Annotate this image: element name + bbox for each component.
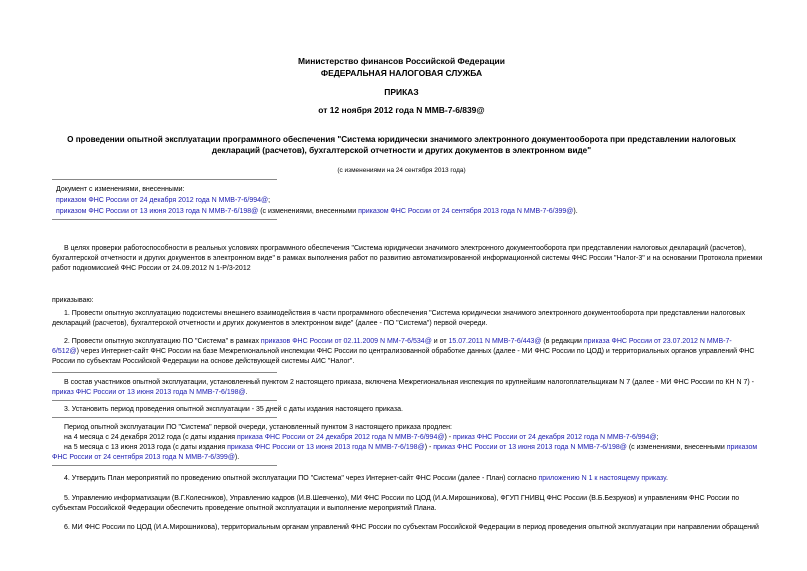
p5-line2: субъектам Российской Федерации обеспечить проведение опытной эксплуатации и выполнение мероприятий Плана. xyxy=(52,505,437,512)
p2-line2: 6/512@) через Интернет-сайт ФНС России на базе Межрегиональной инспекции ФНС России по централизованной обработке данных (далее - МИ ФНС России по ЦОД) и территориальных органов управлений ФНС xyxy=(52,348,755,355)
p2-amend-line1: В состав участников опытной эксплуатации, установленный пунктом 2 настоящего приказа, включена Межрегиональная инспекция по крупнейшим налогоплательщикам N 7 (далее - МИ ФНС России по КН N 7) - xyxy=(64,379,754,386)
order-link[interactable]: приказ ФНС России от 24 декабря 2012 года N ММВ-7-6/994@ xyxy=(453,434,657,441)
amendment-link[interactable]: приказом ФНС России от 24 сентября 2013 года N ММВ-7-6/399@ xyxy=(358,208,574,215)
order-link[interactable]: приказа ФНС России от 24 декабря 2012 года N ММВ-7-6/994@ xyxy=(237,434,445,441)
order-word: приказываю: xyxy=(52,297,94,304)
p3-text: 3. Установить период проведения опытной эксплуатации - 35 дней с даты издания настоящего приказа. xyxy=(64,406,403,413)
p3-amend-line4: ФНС России от 24 сентября 2013 года N ММВ-7-6/399@). xyxy=(52,454,240,461)
doc-title-line1: О проведении опытной эксплуатации программного обеспечения "Система юридически значимого электронного документооборота при представлении налоговых xyxy=(67,135,736,144)
order-link[interactable]: приказа ФНС России от 13 июня 2013 года N ММВ-7-6/198@ xyxy=(227,444,425,451)
p3-amend-line3: на 5 месяца с 13 июня 2013 года (с даты издания приказа ФНС России от 13 июня 2013 года N ММВ-7-6/198@) - приказ ФНС России от 13 июня 2013 года N ММВ-7-6/198@ (с изменениями, внесенными приказом xyxy=(64,444,758,451)
p3-amend-line1: Период опытной эксплуатации ПО "Система" первой очереди, установленный пунктом 3 настоящего приказа продлен: xyxy=(64,424,452,431)
order-link[interactable]: приказ ФНС России от 13 июня 2013 года N ММВ-7-6/198@ xyxy=(52,389,246,396)
p1-line1: 1. Провести опытную эксплуатацию подсистемы внешнего взаимодействия в части программного обеспечения "Система юридически значимого электронного документооборота при представлении налоговых xyxy=(64,310,746,317)
appendix-link[interactable]: приложению N 1 к настоящему приказу xyxy=(538,475,666,482)
p2-line3: России по субъектам Российской Федерации на основе действующей системы АИС "Налог". xyxy=(52,358,355,365)
p3-amend-line2: на 4 месяца с 24 декабря 2012 года (с даты издания приказа ФНС России от 24 декабря 2012 года N ММВ-7-6/994@) - приказ ФНС России от 24 декабря 2012 года N ММВ-7-6/994@; xyxy=(64,434,659,441)
changes-note: (с изменениями на 24 сентября 2013 года) xyxy=(337,167,466,174)
p5-line1: 5. Управлению информатизации (В.Г.Колесников), Управлению кадров (И.В.Шевченко), МИ ФНС России по ЦОД (И.А.Мирошникова), ФГУП ГНИВЦ ФНС России (В.Б.Безруков) и управлениям ФНС России по xyxy=(64,495,740,502)
divider xyxy=(52,417,277,418)
order-link[interactable]: приказа ФНС России от 23.07.2012 N ММВ-7- xyxy=(583,338,732,345)
changes-item-2: приказом ФНС России от 13 июня 2013 года N ММВ-7-6/198@ (с изменениями, внесенными приказом ФНС России от 24 сентября 2013 года N ММВ-7-6/399@). xyxy=(56,208,578,215)
doc-date-number: от 12 ноября 2012 года N ММВ-7-6/839@ xyxy=(318,105,485,115)
changes-item-1: приказом ФНС России от 24 декабря 2012 года N ММВ-7-6/994@; xyxy=(56,197,271,204)
order-link[interactable]: приказ ФНС России от 13 июня 2013 года N ММВ-7-6/198@ xyxy=(433,444,627,451)
order-link[interactable]: приказов ФНС России от 02.11.2009 N ММ-7-6/534@ xyxy=(260,338,432,345)
doc-type: ПРИКАЗ xyxy=(384,87,419,97)
divider xyxy=(52,179,277,180)
divider xyxy=(52,400,277,401)
changes-heading: Документ с изменениями, внесенными: xyxy=(56,186,185,193)
order-link[interactable]: ФНС России от 24 сентября 2013 года N ММВ-7-6/399@ xyxy=(52,454,235,461)
p2-amend-line2: приказ ФНС России от 13 июня 2013 года N ММВ-7-6/198@. xyxy=(52,389,248,396)
divider xyxy=(52,372,277,373)
p4-text: 4. Утвердить План мероприятий по проведению опытной эксплуатации ПО "Система" через Интернет-сайт ФНС России (далее - План) согласно приложению N 1 к настоящему приказу. xyxy=(64,475,668,482)
p1-line2: деклараций (расчетов), бухгалтерской отчетности и других документов в электронном виде" (далее - ПО "Система") первой очереди. xyxy=(52,320,488,327)
p6-line1: 6. МИ ФНС России по ЦОД (И.А.Мирошникова), территориальным органам управлений ФНС России по субъектам Российской Федерации в период проведения опытной эксплуатации при направлении обращений xyxy=(64,524,759,531)
preamble-line1: В целях проверки работоспособности в реальных условиях программного обеспечения "Система юридически значимого электронного документооборота при представлении налоговых деклараций (расчетов), xyxy=(64,245,746,252)
order-link[interactable]: 6/512@ xyxy=(52,348,77,355)
divider xyxy=(52,465,277,466)
amendment-link[interactable]: приказом ФНС России от 24 декабря 2012 года N ММВ-7-6/994@ xyxy=(56,197,269,204)
order-link[interactable]: 15.07.2011 N ММВ-7-6/443@ xyxy=(448,338,542,345)
doc-title-line2: деклараций (расчетов), бухгалтерской отчетности и других документов в электронном виде" xyxy=(211,146,592,155)
divider xyxy=(52,219,277,220)
ministry-name: Министерство финансов Российской Федерации xyxy=(298,56,505,66)
p2-line1: 2. Провести опытную эксплуатацию ПО "Система" в рамках приказов ФНС России от 02.11.2009 N ММ-7-6/534@ и от 15.07.2011 N ММВ-7-6/443@ (в редакции приказа ФНС России от 23.07.2012 N ММВ-7- xyxy=(64,338,732,345)
preamble-line2: бухгалтерской отчетности и других документов в электронном виде" в рамках выполнения работ по развитию автоматизированной информационной системы ФНС России "Налог-3" и на основании Протокола приемки xyxy=(52,255,763,262)
service-name: ФЕДЕРАЛЬНАЯ НАЛОГОВАЯ СЛУЖБА xyxy=(320,68,483,78)
order-link[interactable]: приказом xyxy=(726,444,758,451)
amendment-link[interactable]: приказом ФНС России от 13 июня 2013 года N ММВ-7-6/198@ xyxy=(56,208,259,215)
preamble-line3: работ подкомиссией ФНС России от 24.09.2012 N 1-Р/3-2012 xyxy=(52,265,251,272)
